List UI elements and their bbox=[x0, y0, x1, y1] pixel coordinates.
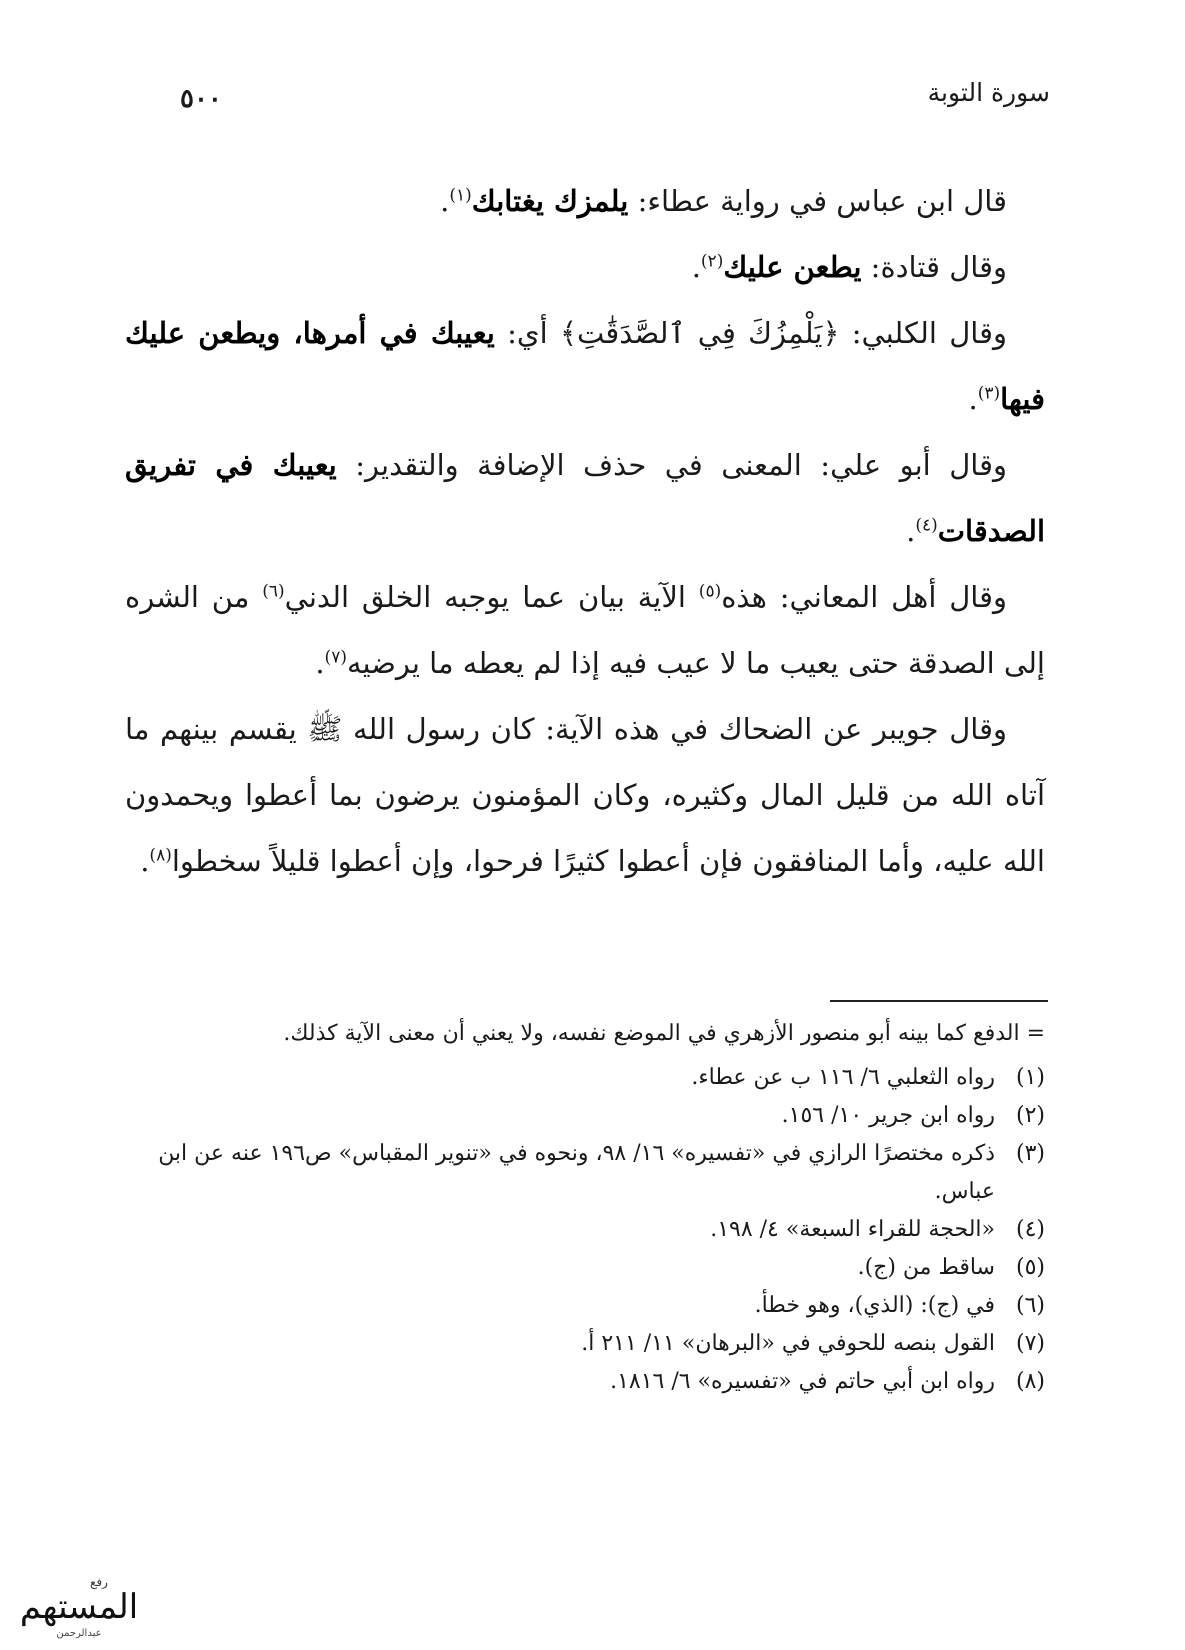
watermark-line1: رفع bbox=[90, 1575, 108, 1589]
paragraph-1 bbox=[125, 168, 1045, 234]
watermark-line3: عبدالرحمن bbox=[56, 1628, 102, 1639]
footnote-continuation: = الدفع كما بينه أبو منصور الأزهري في الموضع نفسه، ولا يعني أن معنى الآية كذلك. bbox=[283, 1021, 1045, 1046]
page-header bbox=[180, 78, 1050, 128]
page-number: ٥٠٠ bbox=[180, 84, 222, 114]
footnote-ref[interactable]: (٥) bbox=[698, 581, 722, 602]
footnote-number: (١) bbox=[1015, 1065, 1045, 1090]
surah-title: سورة التوبة bbox=[927, 78, 1050, 107]
footnote-text: ساقط من (ج). bbox=[857, 1255, 995, 1280]
footnote-number: (٣) bbox=[1015, 1141, 1045, 1166]
footnote-text: رواه ابن أبي حاتم في «تفسيره» ٦/ ١٨١٦. bbox=[610, 1369, 995, 1394]
paragraph-3 bbox=[125, 300, 1045, 432]
footnote-text: القول بنصه للحوفي في «البرهان» ١١/ ٢١١ أ. bbox=[581, 1331, 995, 1356]
footnote-item bbox=[150, 1363, 1045, 1401]
text: . bbox=[315, 646, 325, 680]
text: الآية بيان عما يوجبه الخلق الدني bbox=[284, 580, 699, 614]
text: . bbox=[140, 844, 150, 878]
text: وقال أبو علي: المعنى في حذف الإضافة والتقدير: bbox=[336, 448, 1007, 482]
footnote-ref[interactable]: (٦) bbox=[262, 581, 285, 602]
paragraph-2 bbox=[125, 234, 1045, 300]
footnote-item bbox=[150, 1287, 1045, 1325]
footnote-item bbox=[150, 1097, 1045, 1135]
paragraph-5 bbox=[125, 564, 1045, 696]
footnote-text: رواه ابن جرير ١٠/ ١٥٦. bbox=[781, 1103, 995, 1128]
text: . bbox=[906, 514, 916, 548]
footnote-text: في (ج): (الذي)، وهو خطأ. bbox=[754, 1293, 995, 1318]
footnote-ref[interactable]: (٤) bbox=[915, 515, 938, 536]
footnote-number: (٢) bbox=[1015, 1103, 1045, 1128]
footnote-number: (٤) bbox=[1015, 1217, 1045, 1242]
text: قال ابن عباس في رواية عطاء: bbox=[628, 184, 1007, 218]
footnote-text: «الحجة للقراء السبعة» ٤/ ١٩٨. bbox=[710, 1217, 995, 1242]
footnote-number: (٧) bbox=[1015, 1331, 1045, 1356]
text: وقال أهل المعاني: هذه bbox=[721, 580, 1008, 614]
paragraph-6 bbox=[125, 696, 1045, 894]
emphasis: يطعن عليك bbox=[723, 250, 862, 284]
watermark-line2: المستهم bbox=[19, 1587, 139, 1627]
footnote-divider bbox=[830, 1000, 1048, 1002]
footnote-number: (٦) bbox=[1015, 1293, 1045, 1318]
footnote-number: (٨) bbox=[1015, 1369, 1045, 1394]
footnote-item bbox=[150, 1325, 1045, 1363]
text: . bbox=[968, 382, 978, 416]
footnote-ref[interactable]: (٨) bbox=[149, 845, 172, 866]
watermark-logo bbox=[4, 1572, 154, 1642]
footnote-ref[interactable]: (٣) bbox=[977, 383, 1001, 404]
footnote-text: ذكره مختصرًا الرازي في «تفسيره» ١٦/ ٩٨، ونحوه في «تنوير المقباس» ص١٩٦ عنه عن ابن عباس. bbox=[158, 1141, 995, 1204]
footnote-item bbox=[150, 1249, 1045, 1287]
footnote-item bbox=[150, 1211, 1045, 1249]
emphasis: يعيبك في تفريق الصدقات bbox=[125, 448, 1045, 548]
paragraph-4 bbox=[125, 432, 1045, 564]
footnote-item bbox=[150, 1059, 1045, 1097]
text: وقال جويبر عن الضحاك في هذه الآية: كان رسول الله ﷺ يقسم بينهم ما آتاه الله من قليل المال وكثيره، وكان المؤمنون يرضون بما أعطوا ويحمدون الله عليه، وأما المنافقون فإن أعطوا كثيرًا فرحوا، وإن أعطوا قليلاً سخطوا bbox=[125, 712, 1045, 878]
emphasis: يلمزك يغتابك bbox=[471, 184, 629, 218]
footnote-ref[interactable]: (٢) bbox=[700, 251, 724, 272]
emphasis: يعيبك في أمرها، ويطعن عليك فيها bbox=[125, 316, 1045, 416]
text: وقال الكلبي: ﴿يَلْمِزُكَ فِي ٱلصَّدَقَٰتِ﴾ أي: bbox=[494, 316, 1008, 350]
footnote-ref[interactable]: (٧) bbox=[324, 647, 347, 668]
text: وقال قتادة: bbox=[861, 250, 1007, 284]
footnotes bbox=[150, 1015, 1045, 1401]
text: . bbox=[691, 250, 701, 284]
footnote-ref[interactable]: (١) bbox=[449, 185, 472, 206]
footnote-text: رواه الثعلبي ٦/ ١١٦ ب عن عطاء. bbox=[691, 1065, 995, 1090]
text: من الشره إلى الصدقة حتى يعيب ما لا عيب فيه إذا لم يعطه ما يرضيه bbox=[125, 580, 1045, 680]
text: . bbox=[440, 184, 450, 218]
footnote-item bbox=[150, 1135, 1045, 1211]
footnote-number: (٥) bbox=[1015, 1255, 1045, 1280]
main-text bbox=[125, 168, 1045, 894]
